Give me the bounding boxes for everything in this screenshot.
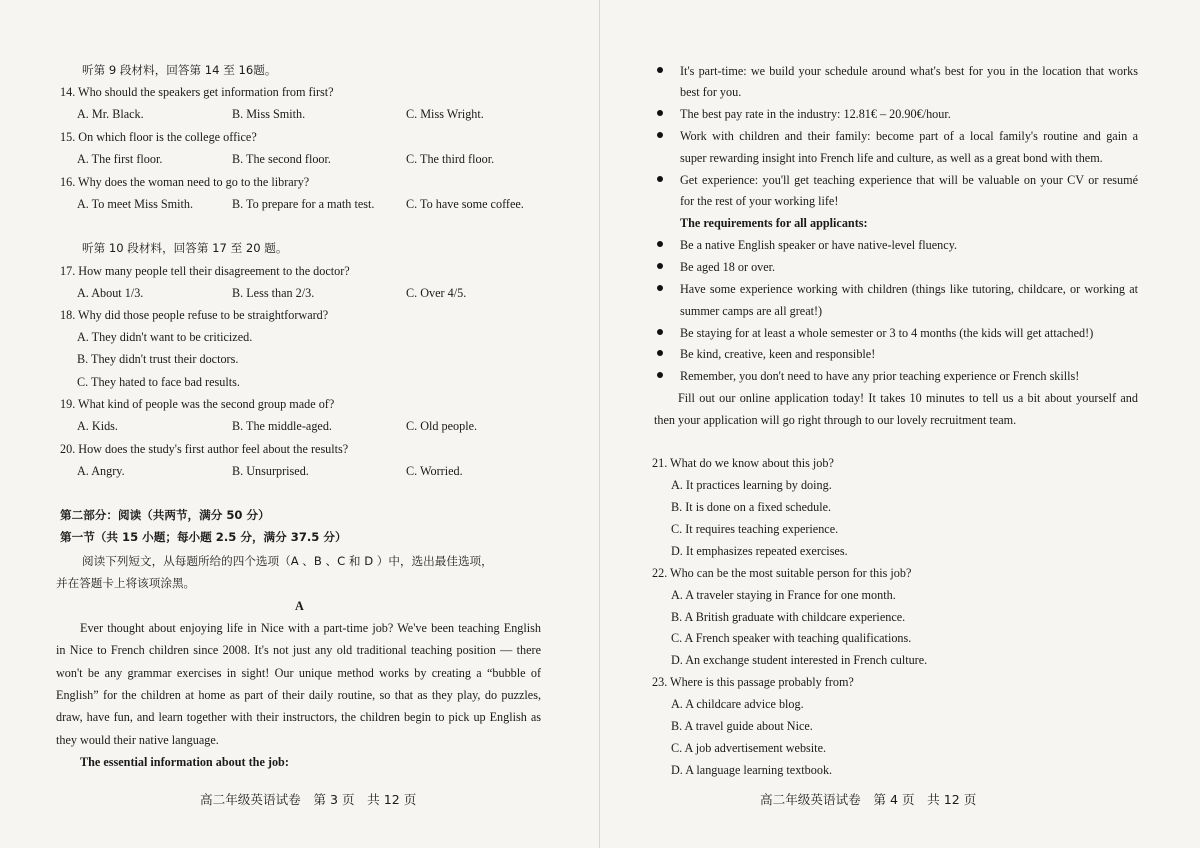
question-17-option-b: B. Less than 2/3. — [232, 286, 315, 300]
page-footer-3: 高二年级英语试卷 第 3 页 共 12 页 — [200, 792, 417, 807]
question-22-option-c: C. A French speaker with teaching qualifications. — [671, 631, 912, 645]
question-20-stem: 20. How does the study's first author feel about the results? — [60, 442, 349, 456]
question-18-stem: 18. Why did those people refuse to be straightforward? — [60, 308, 329, 322]
question-15-stem: 15. On which floor is the college office? — [60, 130, 257, 144]
question-15-option-c: C. The third floor. — [406, 152, 495, 166]
section-1-header: 第一节（共 15 小题；每小题 2.5 分，满分 37.5 分） — [60, 530, 347, 544]
benefit-4-line-2: for the rest of your working life! — [680, 194, 839, 208]
requirement-1: Be a native English speaker or have native-level fluency. — [680, 238, 958, 252]
section-9-header: 听第 9 段材料，回答第 14 至 16题。 — [82, 63, 277, 77]
benefit-2: The best pay rate in the industry: 12.81€ – 20.90€/hour. — [680, 107, 951, 121]
bullet-icon — [657, 176, 663, 182]
requirement-3-line-1: Have some experience working with children (things like tutoring, childcare, or working at — [680, 282, 1138, 296]
question-19-stem: 19. What kind of people was the second group made of? — [60, 397, 335, 411]
instruction-line-2: 并在答题卡上将该项涂黑。 — [56, 576, 196, 590]
requirements-heading: The requirements for all applicants: — [680, 216, 868, 230]
passage-line-3: won't be any grammar exercises in sight! Our unique method works by creating a “bubble of — [56, 666, 541, 680]
benefit-1-line-1: It's part-time: we build your schedule around what's best for you in the location that works — [680, 64, 1138, 78]
bullet-icon — [657, 132, 663, 138]
question-21-option-b: B. It is done on a fixed schedule. — [671, 500, 832, 514]
page-footer-4: 高二年级英语试卷 第 4 页 共 12 页 — [760, 792, 977, 807]
question-23-option-c: C. A job advertisement website. — [671, 741, 827, 755]
question-22-stem: 22. Who can be the most suitable person for this job? — [652, 566, 912, 580]
question-22-option-b: B. A British graduate with childcare experience. — [671, 610, 906, 624]
exam-page-4 — [600, 0, 1200, 848]
requirement-2: Be aged 18 or over. — [680, 260, 776, 274]
bullet-icon — [657, 350, 663, 356]
question-21-option-c: C. It requires teaching experience. — [671, 522, 839, 536]
requirement-3-line-2: summer camps are all great!) — [680, 304, 823, 318]
passage-line-1: Ever thought about enjoying life in Nice with a part-time job? We've been teaching English — [80, 621, 541, 635]
bullet-icon — [657, 263, 663, 269]
question-23-option-d: D. A language learning textbook. — [671, 763, 833, 777]
section-10-header: 听第 10 段材料，回答第 17 至 20 题。 — [82, 241, 288, 255]
essential-info-heading: The essential information about the job: — [80, 755, 289, 769]
question-22-option-a: A. A traveler staying in France for one month. — [671, 588, 896, 602]
passage-line-5: draw, have fun, and learn together with their instructors, the children begin to pick up English as — [56, 710, 541, 724]
question-19-option-a: A. Kids. — [77, 419, 118, 433]
bullet-icon — [657, 372, 663, 378]
question-23-option-a: A. A childcare advice blog. — [671, 697, 804, 711]
question-14-stem: 14. Who should the speakers get information from first? — [60, 85, 334, 99]
bullet-icon — [657, 329, 663, 335]
question-16-stem: 16. Why does the woman need to go to the library? — [60, 175, 310, 189]
question-15-option-a: A. The first floor. — [77, 152, 163, 166]
bullet-icon — [657, 241, 663, 247]
passage-line-6: they would their native language. — [56, 733, 219, 747]
question-17-option-c: C. Over 4/5. — [406, 286, 467, 300]
benefit-4-line-1: Get experience: you'll get teaching experience that will be valuable on your CV or resumé — [680, 173, 1138, 187]
question-21-stem: 21. What do we know about this job? — [652, 456, 834, 470]
question-14-option-a: A. Mr. Black. — [77, 107, 144, 121]
question-17-option-a: A. About 1/3. — [77, 286, 144, 300]
question-14-option-c: C. Miss Wright. — [406, 107, 484, 121]
benefit-3-line-1: Work with children and their family: become part of a local family's routine and gain a — [680, 129, 1138, 143]
question-20-option-b: B. Unsurprised. — [232, 464, 309, 478]
benefit-1-line-2: best for you. — [680, 85, 742, 99]
requirement-6: Remember, you don't need to have any prior teaching experience or French skills! — [680, 369, 1080, 383]
question-17-stem: 17. How many people tell their disagreement to the doctor? — [60, 264, 350, 278]
closing-line-2: then your application will go right through to our lovely recruitment team. — [654, 413, 1017, 427]
question-16-option-c: C. To have some coffee. — [406, 197, 524, 211]
passage-label: A — [295, 599, 304, 613]
benefit-3-line-2: super rewarding insight into French life and culture, as well as a great bond with them. — [680, 151, 1103, 165]
bullet-icon — [657, 67, 663, 73]
passage-line-4: English” for the children at home as part of their daily routine, so that as they play, do puzzles, — [56, 688, 541, 702]
question-14-option-b: B. Miss Smith. — [232, 107, 306, 121]
question-15-option-b: B. The second floor. — [232, 152, 331, 166]
bullet-icon — [657, 110, 663, 116]
question-20-option-a: A. Angry. — [77, 464, 125, 478]
instruction-line-1: 阅读下列短文，从每题所给的四个选项（A 、B 、C 和 D ）中，选出最佳选项， — [82, 554, 493, 568]
question-16-option-b: B. To prepare for a math test. — [232, 197, 375, 211]
question-19-option-c: C. Old people. — [406, 419, 478, 433]
question-23-stem: 23. Where is this passage probably from? — [652, 675, 854, 689]
passage-line-2: in Nice to French children since 2008. It's not just any old traditional teaching position — there — [56, 643, 541, 657]
question-16-option-a: A. To meet Miss Smith. — [77, 197, 194, 211]
question-18-option-a: A. They didn't want to be criticized. — [77, 330, 253, 344]
bullet-icon — [657, 285, 663, 291]
requirement-4: Be staying for at least a whole semester or 3 to 4 months (the kids will get attached!) — [680, 326, 1094, 340]
part-2-header: 第二部分：阅读（共两节，满分 50 分） — [60, 508, 270, 522]
question-22-option-d: D. An exchange student interested in French culture. — [671, 653, 928, 667]
question-18-option-b: B. They didn't trust their doctors. — [77, 352, 239, 366]
closing-line-1: Fill out our online application today! It takes 10 minutes to tell us a bit about yourself and — [678, 391, 1138, 405]
requirement-5: Be kind, creative, keen and responsible! — [680, 347, 876, 361]
question-18-option-c: C. They hated to face bad results. — [77, 375, 240, 389]
question-19-option-b: B. The middle-aged. — [232, 419, 332, 433]
question-20-option-c: C. Worried. — [406, 464, 463, 478]
question-21-option-a: A. It practices learning by doing. — [671, 478, 832, 492]
question-23-option-b: B. A travel guide about Nice. — [671, 719, 813, 733]
question-21-option-d: D. It emphasizes repeated exercises. — [671, 544, 848, 558]
